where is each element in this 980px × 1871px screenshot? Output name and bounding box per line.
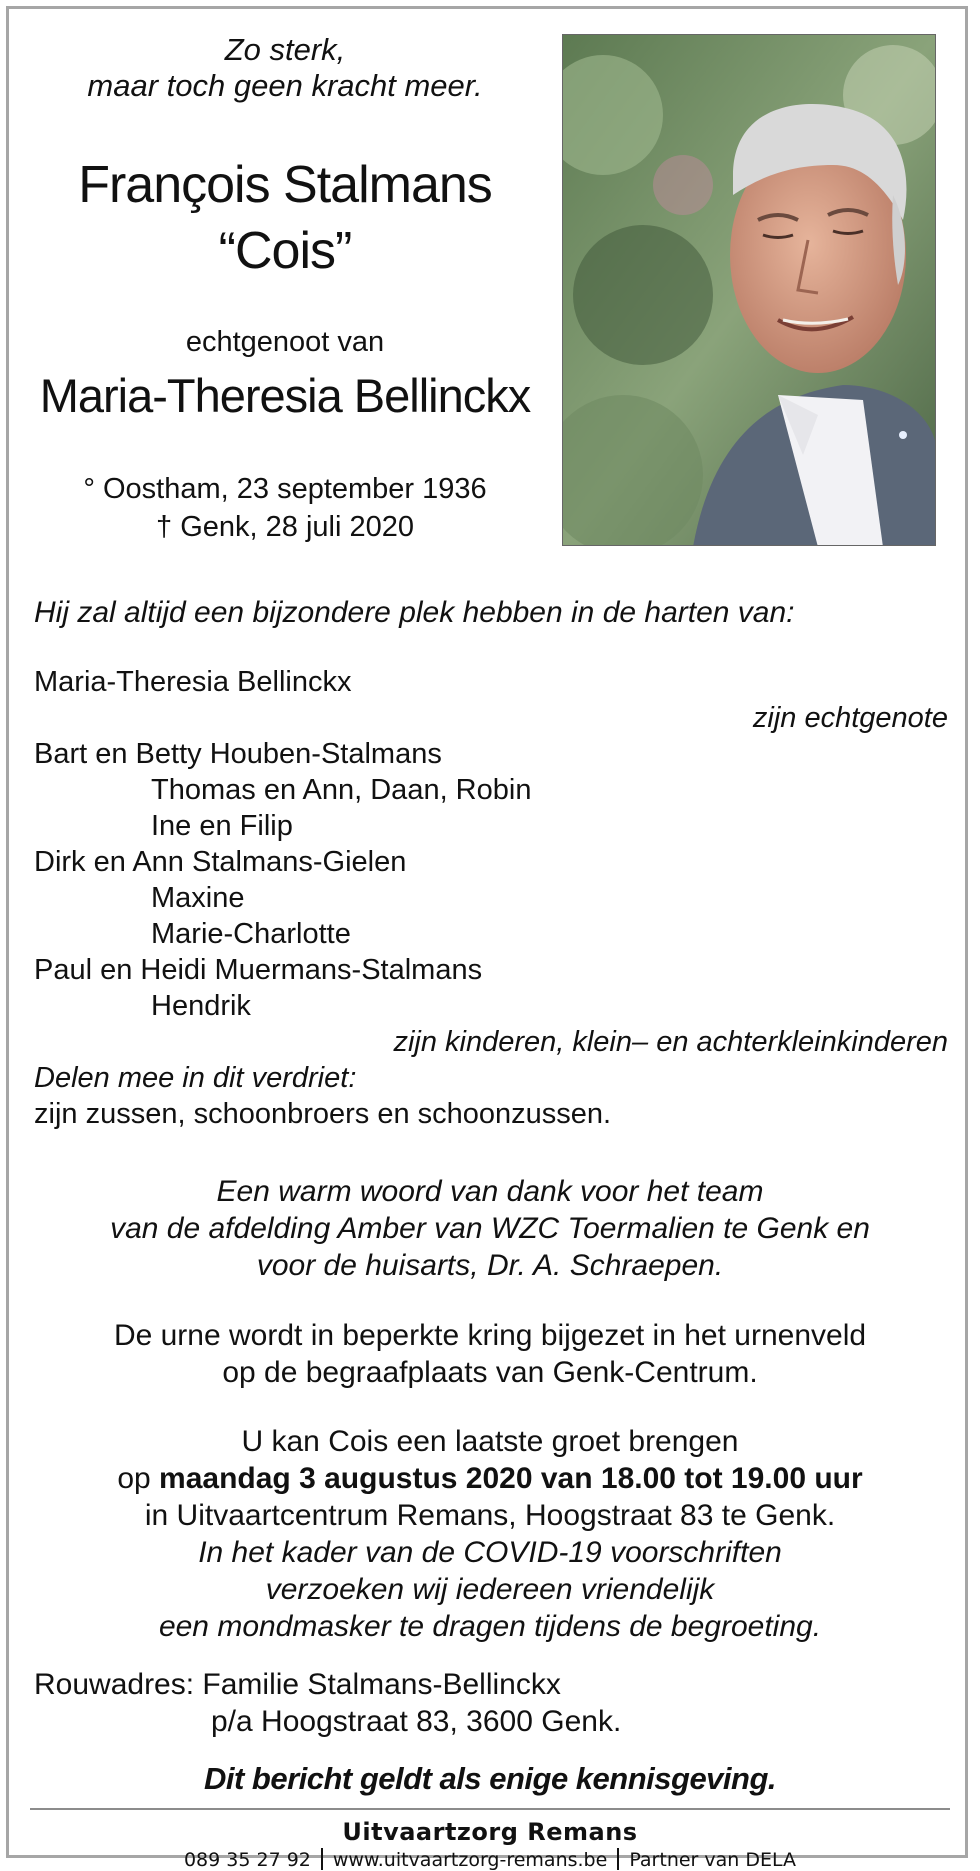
visit-line-2: [40, 1460, 940, 1497]
share-text: zijn zussen, schoonbroers en schoonzussen.: [34, 1098, 612, 1130]
deceased-full-name: François Stalmans: [78, 156, 492, 214]
motto-line: maar toch geen kracht meer.: [87, 68, 483, 103]
deceased-name: [40, 152, 530, 284]
covid-line: verzoeken wij iedereen vriendelijk: [265, 1573, 715, 1606]
deceased-nickname: “Cois”: [218, 222, 352, 280]
intro-line: Hij zal altijd een bijzondere plek hebben in de harten van:: [34, 596, 795, 629]
visit-line-1: U kan Cois een laatste groet brengen: [241, 1425, 739, 1458]
portrait-photo: [562, 34, 936, 546]
motto-line: Zo sterk,: [224, 32, 346, 67]
share-label: Delen mee in dit verdriet:: [34, 1062, 357, 1094]
spouse-role: zijn echtgenote: [752, 702, 948, 734]
footer-phone: 089 35 27 92: [183, 1849, 311, 1871]
separator: [321, 1848, 323, 1870]
separator: [617, 1848, 619, 1870]
covid-line: een mondmasker te dragen tijdens de begroeting.: [158, 1610, 822, 1643]
spouse-name: Maria-Theresia Bellinckx: [39, 369, 531, 422]
motto: [60, 32, 510, 104]
death-date: † Genk, 28 juli 2020: [156, 511, 414, 543]
covid-line: In het kader van de COVID-19 voorschriften: [198, 1536, 782, 1569]
grandchildren-1b: Ine en Filip: [151, 810, 293, 842]
footer-contact: [40, 1848, 940, 1871]
grandchildren-1a: Thomas en Ann, Daan, Robin: [151, 774, 532, 806]
life-dates: [60, 470, 510, 546]
grandchildren-3a: Hendrik: [151, 990, 251, 1022]
visit-line-3: in Uitvaartcentrum Remans, Hoogstraat 83 te Genk.: [144, 1499, 836, 1532]
child-3: Paul en Heidi Muermans-Stalmans: [34, 954, 483, 986]
child-1: Bart en Betty Houben-Stalmans: [34, 738, 442, 770]
visit-datetime: maandag 3 augustus 2020 van 18.00 tot 19.00 uur: [159, 1462, 863, 1495]
grandchildren-2b: Marie-Charlotte: [151, 918, 351, 950]
footer-partner: Partner van DELA: [629, 1849, 797, 1871]
children-role: zijn kinderen, klein– en achterkleinkinderen: [393, 1026, 948, 1058]
thanks-line: voor de huisarts, Dr. A. Schraepen.: [256, 1249, 724, 1282]
urn-line: op de begraafplaats van Genk-Centrum.: [222, 1356, 758, 1389]
thanks-line: Een warm woord van dank voor het team: [216, 1175, 764, 1208]
family-spouse: Maria-Theresia Bellinckx: [34, 666, 352, 698]
grandchildren-2a: Maxine: [151, 882, 245, 914]
urn-line: De urne wordt in beperkte kring bijgezet in het urnenveld: [113, 1319, 867, 1352]
thanks-paragraph: [40, 1173, 940, 1284]
thanks-line: van de afdelding Amber van WZC Toermalien te Genk en: [110, 1212, 870, 1245]
notice: Dit bericht geldt als enige kennisgeving.: [203, 1761, 777, 1796]
address-label: Rouwadres: Familie Stalmans-Bellinckx: [34, 1668, 561, 1701]
spouse-label: echtgenoot van: [185, 326, 385, 358]
footer-divider: [30, 1808, 950, 1810]
visit-prefix: op: [117, 1462, 160, 1495]
child-2: Dirk en Ann Stalmans-Gielen: [34, 846, 407, 878]
funeral-firm: Uitvaartzorg Remans: [342, 1818, 638, 1846]
address-line: p/a Hoogstraat 83, 3600 Genk.: [211, 1705, 622, 1738]
portrait-image: [563, 35, 936, 546]
birth-date: ° Oostham, 23 september 1936: [83, 473, 487, 505]
visit-paragraph: [40, 1423, 940, 1645]
urn-paragraph: [40, 1317, 940, 1391]
footer-website[interactable]: www.uitvaartzorg-remans.be: [332, 1849, 608, 1871]
